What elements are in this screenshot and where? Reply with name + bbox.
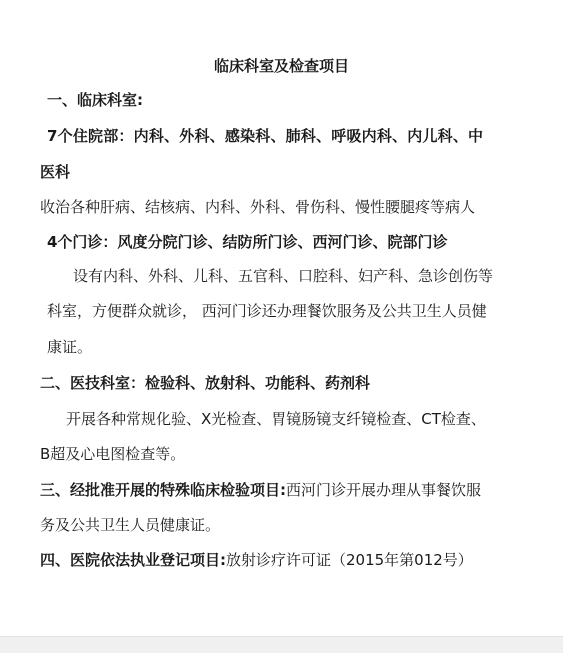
section3-heading: 三、经批准开展的特殊临床检验项目:: [40, 481, 287, 499]
section3-line1: [40, 480, 481, 500]
section3-desc-inline: 西河门诊开展办理从事餐饮服: [286, 481, 482, 499]
inpatient-line2: 医科: [40, 163, 71, 181]
section2-desc-line2: B超及心电图检查等。: [40, 445, 186, 463]
document-title: 临床科室及检查项目: [213, 57, 349, 75]
section3-desc-line2: 务及公共卫生人员健康证。: [40, 516, 221, 534]
inpatient-description: 收治各种肝病、结核病、内科、外科、骨伤科、慢性腰腿疼等病人: [40, 198, 476, 216]
section4-heading: 四、医院依法执业登记项目:: [40, 551, 226, 569]
outpatient-desc-line2: 科室，方便群众就诊， 西河门诊还办理餐饮服务及公共卫生人员健: [47, 302, 487, 320]
bottom-scroll-area: [0, 636, 563, 653]
section4-desc-inline: 放射诊疗许可证（2015年第012号）: [226, 551, 473, 569]
outpatient-desc-line3: 康证。: [47, 338, 93, 356]
section1-heading: 一、临床科室:: [47, 91, 143, 109]
inpatient-line1: 7个住院部：内科、外科、感染科、肺科、呼吸内科、内儿科、中: [47, 127, 484, 145]
outpatient-desc-line1: 设有内科、外科、儿科、五官科、口腔科、妇产科、急诊创伤等: [73, 267, 494, 285]
section4-line: [40, 550, 473, 570]
outpatient-heading: 4个门诊：风度分院门诊、结防所门诊、西河门诊、院部门诊: [47, 233, 448, 251]
section2-heading: 二、医技科室：检验科、放射科、功能科、药剂科: [40, 374, 371, 392]
section2-desc-line1: 开展各种常规化验、X光检查、胃镜肠镜支纤镜检查、CT检查、: [66, 410, 486, 428]
